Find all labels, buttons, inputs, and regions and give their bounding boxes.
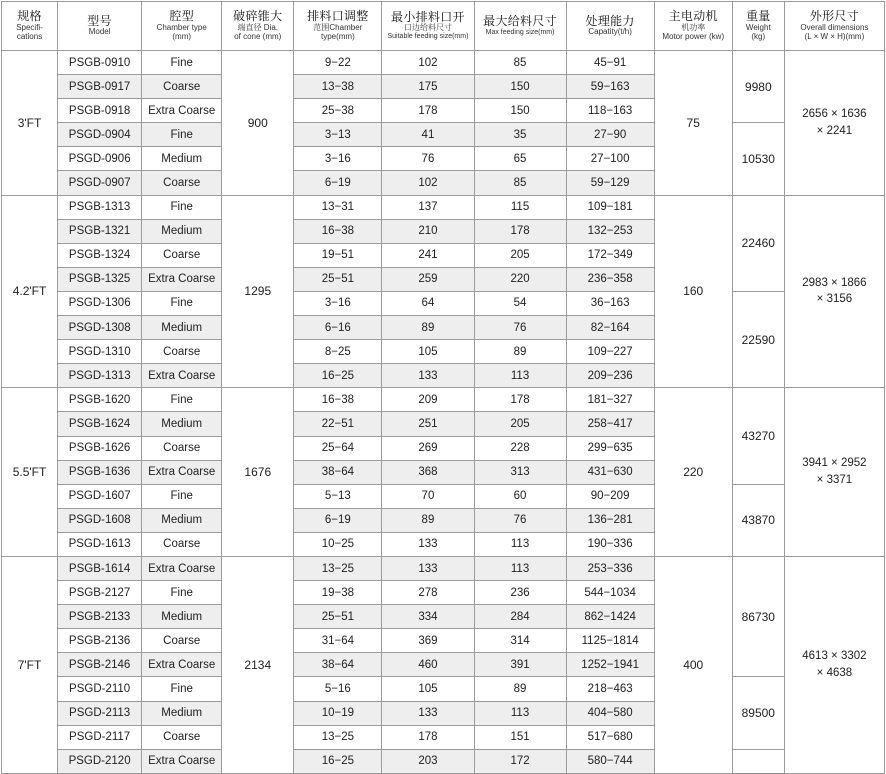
chamber-type-cell: Extra Coarse: [142, 653, 222, 677]
min-discharge-feed-size-cell: 105: [382, 340, 474, 364]
capacity-cell: 258−417: [566, 412, 654, 436]
max-feeding-size-cell: 76: [474, 508, 566, 532]
column-header-cn: 型号: [87, 13, 112, 28]
column-header-en: 范围Chamber: [313, 22, 363, 32]
discharge-range-cell: 25−38: [294, 99, 382, 123]
column-header-en2: Motor power (kw): [662, 31, 725, 41]
motor-power-cell: 75: [654, 51, 732, 196]
capacity-cell: 27−100: [566, 147, 654, 171]
max-feeding-size-cell: 76: [474, 316, 566, 340]
min-discharge-feed-size-cell: 70: [382, 484, 474, 508]
capacity-cell: 172−349: [566, 243, 654, 267]
column-header-cn: 排料口调整: [307, 9, 369, 24]
motor-power-cell: 400: [654, 556, 732, 773]
min-discharge-feed-size-cell: 137: [382, 195, 474, 219]
model-cell: PSGD-1308: [58, 316, 142, 340]
model-cell: PSGB-0917: [58, 75, 142, 99]
model-cell: PSGB-2127: [58, 581, 142, 605]
capacity-cell: 181−327: [566, 388, 654, 412]
capacity-cell: 132−253: [566, 219, 654, 243]
min-discharge-feed-size-cell: 259: [382, 267, 474, 291]
capacity-cell: 136−281: [566, 508, 654, 532]
min-discharge-feed-size-cell: 210: [382, 219, 474, 243]
capacity-cell: 1252−1941: [566, 653, 654, 677]
spec-sheet: [0, 1, 886, 768]
model-cell: PSGB-1313: [58, 195, 142, 219]
model-cell: PSGB-1614: [58, 556, 142, 580]
table-row: [2, 291, 885, 315]
discharge-range-cell: 38−64: [294, 460, 382, 484]
min-discharge-feed-size-cell: 175: [382, 75, 474, 99]
max-feeding-size-cell: 205: [474, 243, 566, 267]
discharge-range-cell: 3−16: [294, 147, 382, 171]
cone-diameter-cell: 2134: [222, 556, 294, 773]
table-row: [2, 556, 885, 580]
capacity-cell: 118−163: [566, 99, 654, 123]
capacity-cell: 517−680: [566, 725, 654, 749]
capacity-cell: 209−236: [566, 364, 654, 388]
model-cell: PSGD-1306: [58, 291, 142, 315]
cone-crusher-spec-table: [1, 1, 885, 774]
model-cell: PSGD-1613: [58, 532, 142, 556]
dimension-line: × 3371: [816, 474, 853, 487]
capacity-cell: 45−91: [566, 51, 654, 75]
chamber-type-cell: Coarse: [142, 532, 222, 556]
chamber-type-cell: Extra Coarse: [142, 99, 222, 123]
min-discharge-feed-size-cell: 102: [382, 51, 474, 75]
model-cell: PSGD-1310: [58, 340, 142, 364]
column-header-4: [294, 2, 382, 51]
spec-cell: 5.5'FT: [2, 388, 58, 557]
column-header-1: [58, 2, 142, 51]
max-feeding-size-cell: 284: [474, 605, 566, 629]
max-feeding-size-cell: 54: [474, 291, 566, 315]
model-cell: PSGB-0918: [58, 99, 142, 123]
dimension-line: 3941 × 2952: [802, 457, 867, 470]
column-header-en2: type(mm): [320, 31, 355, 41]
model-cell: PSGD-2117: [58, 725, 142, 749]
discharge-range-cell: 25−51: [294, 267, 382, 291]
discharge-range-cell: 10−19: [294, 701, 382, 725]
column-header-cn: 最大给料尺寸: [483, 14, 557, 29]
dimension-line: × 3156: [816, 293, 853, 306]
chamber-type-cell: Extra Coarse: [142, 460, 222, 484]
discharge-range-cell: 5−16: [294, 677, 382, 701]
chamber-type-cell: Coarse: [142, 243, 222, 267]
column-header-cn: 最小排料口开: [391, 9, 465, 24]
weight-cell: 86730: [732, 556, 784, 676]
chamber-type-cell: Medium: [142, 412, 222, 436]
capacity-cell: 27−90: [566, 123, 654, 147]
min-discharge-feed-size-cell: 241: [382, 243, 474, 267]
max-feeding-size-cell: 89: [474, 677, 566, 701]
chamber-type-cell: Coarse: [142, 171, 222, 195]
discharge-range-cell: 3−16: [294, 291, 382, 315]
chamber-type-cell: Medium: [142, 508, 222, 532]
cone-diameter-cell: 1295: [222, 195, 294, 388]
capacity-cell: 59−163: [566, 75, 654, 99]
capacity-cell: 862−1424: [566, 605, 654, 629]
table-header: [2, 2, 885, 51]
chamber-type-cell: Medium: [142, 147, 222, 171]
max-feeding-size-cell: 220: [474, 267, 566, 291]
discharge-range-cell: 19−38: [294, 581, 382, 605]
model-cell: PSGB-2146: [58, 653, 142, 677]
discharge-range-cell: 13−38: [294, 75, 382, 99]
dimension-line: 4613 × 3302: [802, 650, 867, 663]
column-header-cn: 外形尺寸: [809, 9, 859, 24]
min-discharge-feed-size-cell: 334: [382, 605, 474, 629]
column-header-cn: 规格: [17, 9, 42, 24]
model-cell: PSGB-2133: [58, 605, 142, 629]
model-cell: PSGB-1626: [58, 436, 142, 460]
capacity-cell: 82−164: [566, 316, 654, 340]
column-header-2: [142, 2, 222, 51]
min-discharge-feed-size-cell: 369: [382, 629, 474, 653]
chamber-type-cell: Medium: [142, 605, 222, 629]
max-feeding-size-cell: 85: [474, 171, 566, 195]
model-cell: PSGB-1636: [58, 460, 142, 484]
discharge-range-cell: 13−25: [294, 556, 382, 580]
capacity-cell: 580−744: [566, 749, 654, 773]
min-discharge-feed-size-cell: 64: [382, 291, 474, 315]
chamber-type-cell: Fine: [142, 195, 222, 219]
weight-cell: 22460: [732, 195, 784, 291]
discharge-range-cell: 25−64: [294, 436, 382, 460]
chamber-type-cell: Coarse: [142, 340, 222, 364]
column-header-cn: 处理能力: [585, 13, 635, 28]
chamber-type-cell: Fine: [142, 291, 222, 315]
capacity-cell: 109−227: [566, 340, 654, 364]
column-header-en2: (L × W × H)(mm): [804, 31, 865, 41]
capacity-cell: 431−630: [566, 460, 654, 484]
discharge-range-cell: 8−25: [294, 340, 382, 364]
table-body: [2, 51, 885, 774]
weight-cell: 89500: [732, 677, 784, 749]
max-feeding-size-cell: 65: [474, 147, 566, 171]
table-row: [2, 677, 885, 701]
chamber-type-cell: Fine: [142, 123, 222, 147]
column-header-en: Weight: [745, 22, 771, 32]
column-header-en: 口边给料尺寸: [403, 23, 452, 33]
chamber-type-cell: Fine: [142, 484, 222, 508]
table-row: [2, 123, 885, 147]
capacity-cell: 218−463: [566, 677, 654, 701]
table-row: [2, 749, 885, 773]
max-feeding-size-cell: 113: [474, 701, 566, 725]
discharge-range-cell: 31−64: [294, 629, 382, 653]
max-feeding-size-cell: 113: [474, 532, 566, 556]
weight-cell: 22590: [732, 291, 784, 387]
weight-cell: 43270: [732, 388, 784, 484]
column-header-3: [222, 2, 294, 51]
max-feeding-size-cell: 150: [474, 99, 566, 123]
capacity-cell: 544−1034: [566, 581, 654, 605]
max-feeding-size-cell: 314: [474, 629, 566, 653]
capacity-cell: 90−209: [566, 484, 654, 508]
discharge-range-cell: 6−19: [294, 508, 382, 532]
discharge-range-cell: 6−16: [294, 316, 382, 340]
model-cell: PSGD-1313: [58, 364, 142, 388]
chamber-type-cell: Coarse: [142, 629, 222, 653]
spec-cell: 4.2'FT: [2, 195, 58, 388]
model-cell: PSGD-1608: [58, 508, 142, 532]
column-header-en: 机功率: [681, 22, 706, 32]
min-discharge-feed-size-cell: 76: [382, 147, 474, 171]
discharge-range-cell: 25−51: [294, 605, 382, 629]
discharge-range-cell: 16−25: [294, 749, 382, 773]
chamber-type-cell: Fine: [142, 51, 222, 75]
max-feeding-size-cell: 60: [474, 484, 566, 508]
min-discharge-feed-size-cell: 278: [382, 581, 474, 605]
model-cell: PSGD-1607: [58, 484, 142, 508]
max-feeding-size-cell: 205: [474, 412, 566, 436]
max-feeding-size-cell: 313: [474, 460, 566, 484]
column-header-en: Capatity(t/h): [588, 27, 632, 37]
discharge-range-cell: 6−19: [294, 171, 382, 195]
max-feeding-size-cell: 178: [474, 388, 566, 412]
capacity-cell: 404−580: [566, 701, 654, 725]
cone-diameter-cell: 1676: [222, 388, 294, 557]
weight-cell: 9980: [732, 51, 784, 123]
weight-cell: 10530: [732, 123, 784, 195]
max-feeding-size-cell: 391: [474, 653, 566, 677]
min-discharge-feed-size-cell: 269: [382, 436, 474, 460]
max-feeding-size-cell: 228: [474, 436, 566, 460]
capacity-cell: 1125−1814: [566, 629, 654, 653]
spec-cell: 3'FT: [2, 51, 58, 196]
column-header-7: [566, 2, 654, 51]
model-cell: PSGB-1624: [58, 412, 142, 436]
column-header-en: Chamber type: [156, 22, 207, 32]
overall-dimensions-cell: [784, 556, 884, 773]
column-header-5: [382, 2, 474, 51]
min-discharge-feed-size-cell: 251: [382, 412, 474, 436]
overall-dimensions-cell: [784, 388, 884, 557]
overall-dimensions-cell: [784, 51, 884, 196]
max-feeding-size-cell: 35: [474, 123, 566, 147]
discharge-range-cell: 13−25: [294, 725, 382, 749]
discharge-range-cell: 19−51: [294, 243, 382, 267]
discharge-range-cell: 22−51: [294, 412, 382, 436]
cone-diameter-cell: 900: [222, 51, 294, 196]
table-row: [2, 484, 885, 508]
capacity-cell: 59−129: [566, 171, 654, 195]
discharge-range-cell: 38−64: [294, 653, 382, 677]
min-discharge-feed-size-cell: 41: [382, 123, 474, 147]
chamber-type-cell: Extra Coarse: [142, 749, 222, 773]
column-header-en2: (mm): [172, 31, 192, 41]
spec-cell: 7'FT: [2, 556, 58, 773]
chamber-type-cell: Extra Coarse: [142, 364, 222, 388]
capacity-cell: 253−336: [566, 556, 654, 580]
min-discharge-feed-size-cell: 102: [382, 171, 474, 195]
discharge-range-cell: 13−31: [294, 195, 382, 219]
model-cell: PSGD-0906: [58, 147, 142, 171]
chamber-type-cell: Fine: [142, 388, 222, 412]
min-discharge-feed-size-cell: 203: [382, 749, 474, 773]
dimension-line: × 4638: [816, 666, 853, 679]
max-feeding-size-cell: 89: [474, 340, 566, 364]
max-feeding-size-cell: 115: [474, 195, 566, 219]
max-feeding-size-cell: 150: [474, 75, 566, 99]
dimension-line: 2983 × 1866: [802, 276, 867, 289]
model-cell: PSGB-1321: [58, 219, 142, 243]
chamber-type-cell: Coarse: [142, 725, 222, 749]
model-cell: PSGB-1324: [58, 243, 142, 267]
max-feeding-size-cell: 178: [474, 219, 566, 243]
min-discharge-feed-size-cell: 105: [382, 677, 474, 701]
column-header-0: [2, 2, 58, 51]
discharge-range-cell: 10−25: [294, 532, 382, 556]
chamber-type-cell: Medium: [142, 219, 222, 243]
max-feeding-size-cell: 151: [474, 725, 566, 749]
min-discharge-feed-size-cell: 368: [382, 460, 474, 484]
model-cell: PSGD-0904: [58, 123, 142, 147]
column-header-en2: Suitable feeding size(mm): [387, 33, 469, 41]
column-header-en: 端直径 Dia.: [237, 22, 278, 32]
min-discharge-feed-size-cell: 460: [382, 653, 474, 677]
max-feeding-size-cell: 172: [474, 749, 566, 773]
max-feeding-size-cell: 113: [474, 364, 566, 388]
column-header-6: [474, 2, 566, 51]
model-cell: PSGD-2110: [58, 677, 142, 701]
column-header-en: Overall dimensions: [800, 22, 869, 32]
discharge-range-cell: 16−25: [294, 364, 382, 388]
dimension-line: × 2241: [816, 124, 853, 137]
column-header-en2: (kg): [751, 31, 766, 41]
table-row: [2, 388, 885, 412]
column-header-en: Model: [88, 27, 111, 37]
min-discharge-feed-size-cell: 89: [382, 316, 474, 340]
min-discharge-feed-size-cell: 133: [382, 532, 474, 556]
column-header-en2: cations: [16, 31, 43, 41]
min-discharge-feed-size-cell: 178: [382, 99, 474, 123]
model-cell: PSGD-2113: [58, 701, 142, 725]
min-discharge-feed-size-cell: 133: [382, 556, 474, 580]
model-cell: PSGB-0910: [58, 51, 142, 75]
motor-power-cell: 160: [654, 195, 732, 388]
min-discharge-feed-size-cell: 133: [382, 701, 474, 725]
model-cell: PSGD-0907: [58, 171, 142, 195]
capacity-cell: 36−163: [566, 291, 654, 315]
header-row: [2, 2, 885, 51]
chamber-type-cell: Coarse: [142, 75, 222, 99]
model-cell: PSGB-2136: [58, 629, 142, 653]
chamber-type-cell: Medium: [142, 701, 222, 725]
discharge-range-cell: 16−38: [294, 219, 382, 243]
model-cell: PSGD-2120: [58, 749, 142, 773]
chamber-type-cell: Medium: [142, 316, 222, 340]
capacity-cell: 190−336: [566, 532, 654, 556]
column-header-cn: 重量: [745, 9, 771, 24]
table-row: [2, 195, 885, 219]
column-header-8: [654, 2, 732, 51]
column-header-9: [732, 2, 784, 51]
chamber-type-cell: Extra Coarse: [142, 556, 222, 580]
discharge-range-cell: 5−13: [294, 484, 382, 508]
chamber-type-cell: Extra Coarse: [142, 267, 222, 291]
discharge-range-cell: 3−13: [294, 123, 382, 147]
model-cell: PSGB-1620: [58, 388, 142, 412]
min-discharge-feed-size-cell: 209: [382, 388, 474, 412]
dimension-line: 2656 × 1636: [802, 108, 867, 121]
column-header-en: Max feeding size(mm): [485, 28, 555, 36]
table-row: [2, 51, 885, 75]
max-feeding-size-cell: 236: [474, 581, 566, 605]
min-discharge-feed-size-cell: 133: [382, 364, 474, 388]
column-header-10: [784, 2, 884, 51]
motor-power-cell: 220: [654, 388, 732, 557]
column-header-cn: 主电动机: [668, 9, 718, 24]
capacity-cell: 299−635: [566, 436, 654, 460]
discharge-range-cell: 9−22: [294, 51, 382, 75]
column-header-cn: 腔型: [169, 9, 194, 24]
column-header-cn: 破碎锥大: [233, 9, 283, 24]
min-discharge-feed-size-cell: 178: [382, 725, 474, 749]
capacity-cell: 236−358: [566, 267, 654, 291]
chamber-type-cell: Coarse: [142, 436, 222, 460]
overall-dimensions-cell: [784, 195, 884, 388]
discharge-range-cell: 16−38: [294, 388, 382, 412]
model-cell: PSGB-1325: [58, 267, 142, 291]
min-discharge-feed-size-cell: 89: [382, 508, 474, 532]
max-feeding-size-cell: 85: [474, 51, 566, 75]
chamber-type-cell: Fine: [142, 581, 222, 605]
column-header-en2: of cone (mm): [234, 31, 282, 41]
column-header-en: Specifi-: [16, 22, 43, 32]
max-feeding-size-cell: 113: [474, 556, 566, 580]
chamber-type-cell: Fine: [142, 677, 222, 701]
capacity-cell: 109−181: [566, 195, 654, 219]
weight-cell: 43870: [732, 484, 784, 556]
